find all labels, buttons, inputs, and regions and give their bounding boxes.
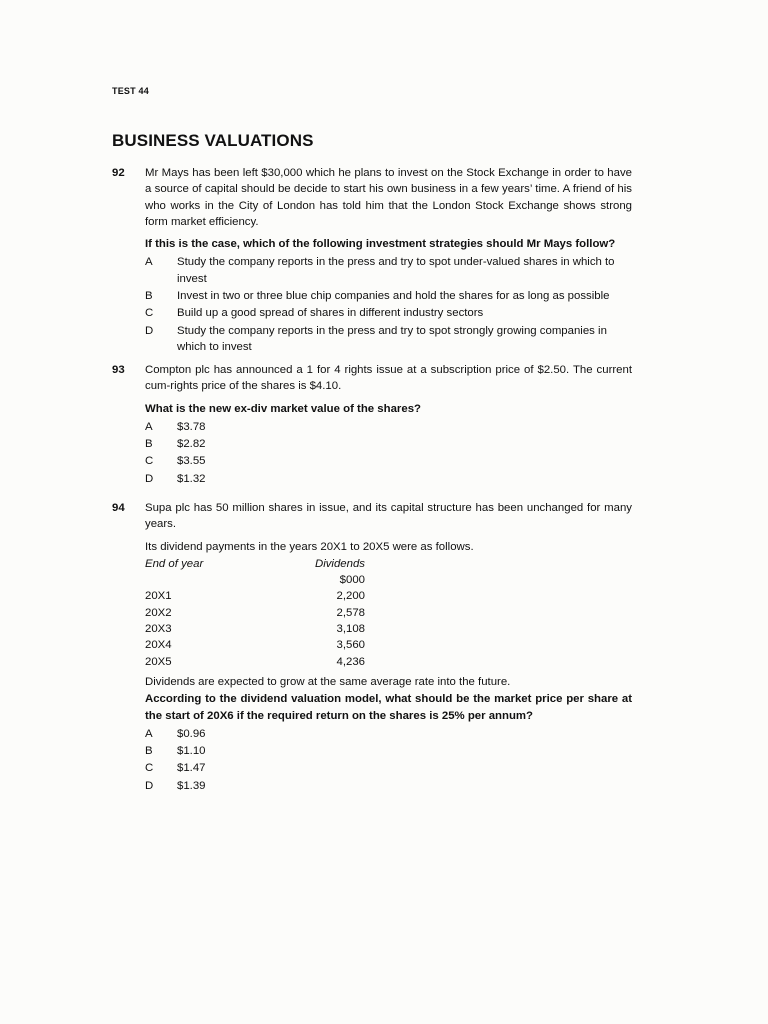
table-cell-value: 4,236 xyxy=(336,655,365,668)
question-text: Compton plc has announced a 1 for 4 rights issue at a subscription price of $2.50. The current cum-rights price of the shares is $4.10. xyxy=(145,364,632,393)
option-text: $3.78 xyxy=(177,420,206,433)
option-letter: A xyxy=(145,727,153,740)
table-cell-year: 20X3 xyxy=(145,623,172,636)
option-text: $1.32 xyxy=(177,472,206,485)
year-column-header: End of year xyxy=(145,557,204,570)
table-cell-value: 2,578 xyxy=(336,606,365,619)
option-b xyxy=(145,288,632,304)
option-list xyxy=(145,419,632,487)
question-number: 94 xyxy=(112,502,125,514)
table-row xyxy=(145,605,445,621)
option-text: $0.96 xyxy=(177,727,206,740)
table-row xyxy=(145,621,445,637)
table-row xyxy=(145,637,445,653)
dividends-column-header: Dividends xyxy=(314,557,365,570)
option-text: Study the company reports in the press and try to spot strongly growing companies in which to invest xyxy=(177,324,607,353)
option-letter: A xyxy=(145,420,153,433)
question-prompt: According to the dividend valuation model, what should be the market price per share at the start of 20X6 if the required return on the shares is 25% per annum? xyxy=(145,693,632,722)
test-label: TEST 44 xyxy=(112,86,149,96)
question-prompt: What is the new ex-div market value of the shares? xyxy=(145,402,421,415)
table-cell-value: 3,108 xyxy=(336,623,365,636)
table-cell-year: 20X1 xyxy=(145,590,172,603)
option-text: $1.47 xyxy=(177,762,206,775)
question-text: Mr Mays has been left $30,000 which he plans to invest on the Stock Exchange in order to have a source of capital should be decide to start his own business in a few years’ time. A friend of his who works in the City of London has told him that the London Stock Exchange shows strong form market efficiency. xyxy=(145,167,632,228)
option-c xyxy=(145,453,632,469)
table-cell-year: 20X5 xyxy=(145,655,172,668)
option-letter: C xyxy=(145,455,154,468)
question-92 xyxy=(112,165,632,355)
table-cell-value: 3,560 xyxy=(336,639,365,652)
table-row xyxy=(145,654,445,670)
option-list xyxy=(145,254,632,355)
option-text: Invest in two or three blue chip companies and hold the shares for as long as possible xyxy=(177,290,610,303)
option-letter: D xyxy=(145,779,154,792)
table-row xyxy=(145,588,445,604)
option-b xyxy=(145,436,632,452)
option-letter: B xyxy=(145,290,153,303)
question-text-2: Its dividend payments in the years 20X1 to 20X5 were as follows. xyxy=(145,540,474,553)
option-text: $1.10 xyxy=(177,745,206,758)
question-number: 92 xyxy=(112,167,125,179)
dividend-table xyxy=(145,556,445,670)
question-number: 93 xyxy=(112,364,125,376)
option-letter: C xyxy=(145,762,154,775)
table-cell-year: 20X4 xyxy=(145,639,172,652)
option-letter: A xyxy=(145,256,153,269)
option-letter: D xyxy=(145,472,154,485)
option-letter: D xyxy=(145,324,154,337)
option-d xyxy=(145,778,632,794)
option-a xyxy=(145,726,632,742)
table-cell-year: 20X2 xyxy=(145,606,172,619)
option-d xyxy=(145,323,632,356)
option-d xyxy=(145,471,632,487)
section-title: BUSINESS VALUATIONS xyxy=(112,131,314,150)
option-text: $2.82 xyxy=(177,438,206,451)
option-text: $3.55 xyxy=(177,455,206,468)
option-text: Study the company reports in the press and try to spot under-valued shares in which to invest xyxy=(177,256,615,285)
question-94 xyxy=(112,500,632,794)
option-letter: B xyxy=(145,745,153,758)
option-text: Build up a good spread of shares in different industry sectors xyxy=(177,307,484,320)
option-c xyxy=(145,305,632,321)
table-header-row xyxy=(145,556,445,572)
option-list xyxy=(145,726,632,794)
table-unit-row xyxy=(145,572,445,588)
option-a xyxy=(145,419,632,435)
question-text: Supa plc has 50 million shares in issue, and its capital structure has been unchanged for many years. xyxy=(145,502,632,531)
dividends-unit: $000 xyxy=(339,574,365,587)
option-c xyxy=(145,760,632,776)
question-text-3: Dividends are expected to grow at the same average rate into the future. xyxy=(145,675,511,688)
question-93 xyxy=(112,362,632,487)
option-letter: C xyxy=(145,307,154,320)
table-cell-value: 2,200 xyxy=(336,590,365,603)
option-text: $1.39 xyxy=(177,779,206,792)
question-prompt: If this is the case, which of the following investment strategies should Mr Mays follow? xyxy=(145,238,616,251)
option-a xyxy=(145,254,632,287)
option-letter: B xyxy=(145,438,153,451)
option-b xyxy=(145,743,632,759)
